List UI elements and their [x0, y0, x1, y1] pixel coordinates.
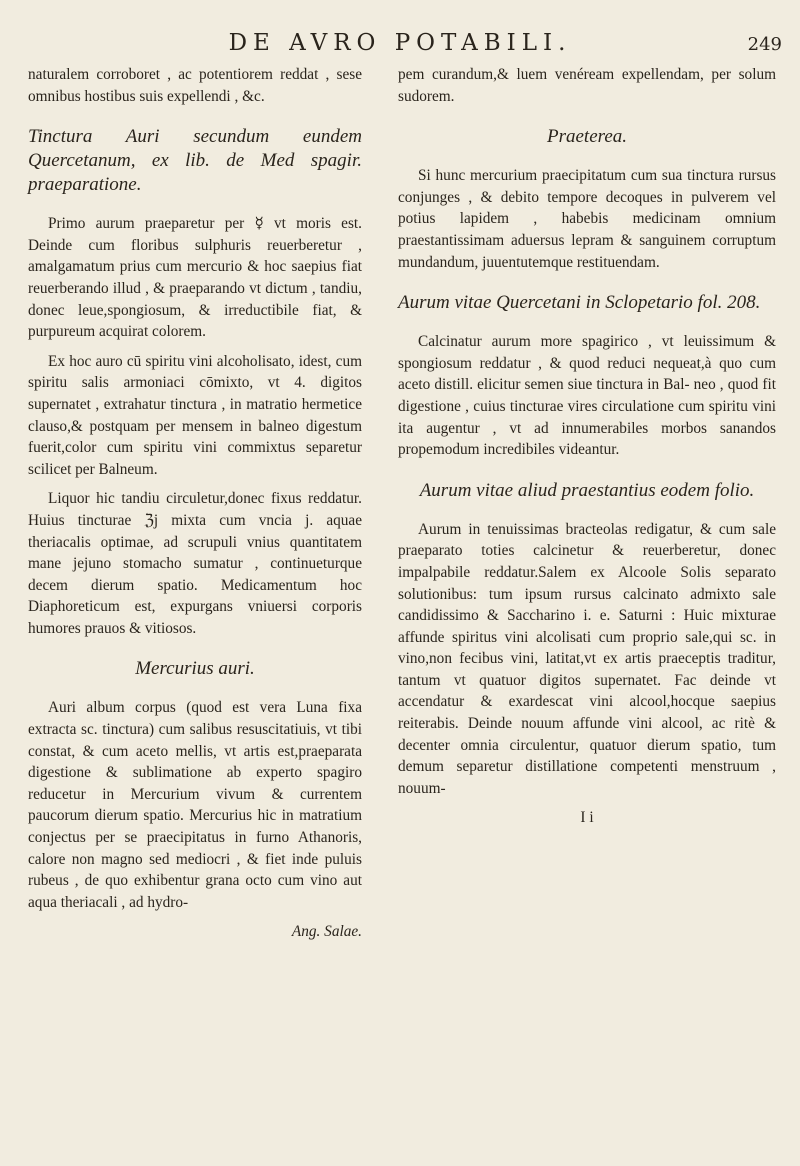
paragraph: Si hunc mercurium praecipitatum cum sua tinctura rursus conjunges , & debito tempore decoques in pulverem vel potius lapidem , habebis medicinam omnium praestantissimam aduersus lepram & sanguinem corruptum mundandum, juuentutemque restituendam.: [398, 167, 776, 271]
left-column: [28, 64, 362, 943]
section-heading-praeterea: Praeterea.: [546, 126, 628, 148]
paragraph: Auri album corpus (quod est vera Luna fixa extracta sc. tinctura) cum salibus resuscitatiuis, vt tibi constat, & cum aceto mellis, vt artis est,praeparata digestione & sublimatione ab experto spagiro reducetur in Mercurium vivum & currentem paucorum dierum spatio. Mercurius hic in matratium conjectus per se praecipitatus in furno Athanoris, calore non magno sed mediocri , & fiet inde puluis rubeus , de quo exhibentur grana octo cum vino aut aqua theriacali , ad hydro-: [28, 699, 362, 911]
right-column: [398, 64, 776, 829]
paragraph: Calcinatur aurum more spagirico , vt leuissimum & spongiosum reddatur , & quod reduci nequeat,à quo cum aceto distill. elicitur semen siue tinctura in Bal- neo , quod fit digestione , cuius tincturae vires circulatione cum spiritu vini ita augentur , vt ad innumerabiles morbos sanandos propemodum incredibiles videantur.: [398, 333, 776, 459]
page-number: 249: [747, 34, 782, 55]
right-intro-text: pem curandum,& luem venéream expellendam, per solum sudorem.: [398, 66, 776, 105]
catchword: Ang. Salae.: [291, 923, 362, 941]
signature-mark: I i: [580, 809, 594, 827]
section-heading-aurum-vitae-aliud: Aurum vitae aliud praestantius eodem folio.: [419, 479, 755, 501]
paragraph: Ex hoc auro cū spiritu vini alcoholisato, idest, cum spiritu salis armoniaci cōmixto, vt 4. digitos supernatet , extrahatur tinctura , in matratio hermetice clauso,& postquam per mensem in balneo digestum fuerit,color cum spiritu vini commixtus separetur scilicet per Balneum.: [28, 352, 362, 478]
paragraph: Primo aurum praeparetur per ☿ vt moris est. Deinde cum floribus sulphuris reuerberetur , amalgamatum prius cum mercurio & hoc saepius fiat reuerberando illud , & praeparando vt dictum , tandiu, donec leue,spongiosum, & irreductibile fiat, & purpureum acquirat colorem.: [28, 215, 362, 341]
running-head: DE AVRO POTABILI.: [228, 30, 572, 56]
left-intro-text: naturalem corroboret , ac potentiorem reddat , sese omnibus hostibus suis expellendi , &c.: [28, 66, 362, 105]
paragraph: Liquor hic tandiu circuletur,donec fixus reddatur. Huius tincturae ℨj mixta cum vncia j. aquae theriacalis optimae, ad scrupuli vnius quantitatem mane jejuno stomacho sumatur , continueturque decem dierum spatio. Medicamentum hoc Diaphoreticum est, expurgans vniuersi corporis humores prauos & vitiosos.: [28, 490, 362, 637]
section-heading-mercurius-auri: Mercurius auri.: [135, 658, 255, 680]
section-heading-tinctura-auri: Tinctura Auri secundum eundem Quercetanum, ex lib. de Med spagir. praeparatione.: [28, 126, 362, 196]
paragraph: Aurum in tenuissimas bracteolas redigatur, & cum sale praeparato toties calcinetur & reuerberetur, donec impalpabile reddatur.Salem ex Alcoole Solis separato solutionibus: tum ipsum rursus calcinato admixto sale candidissimo & Saccharino i. e. Saturni : Huic mixturae affunde spiritus vini alcolisati cum proprio sale,qui sc. in vino,non fecibus vini, latitat,vt ex artis praeceptis traditur, tantum vt quatuor digitos supernatet. Fac deinde vt accendatur & exardescat vini alcool,hocque saepius reiterabis. Deinde nouum affunde vini alcool, ac ritè & decenter omnia circulentur, quatuor dierum spatio, tum demum separetur distillatione competenti menstruum , nouum-: [398, 520, 776, 797]
section-heading-aurum-vitae: Aurum vitae Quercetani in Sclopetario fol. 208.: [398, 292, 761, 314]
